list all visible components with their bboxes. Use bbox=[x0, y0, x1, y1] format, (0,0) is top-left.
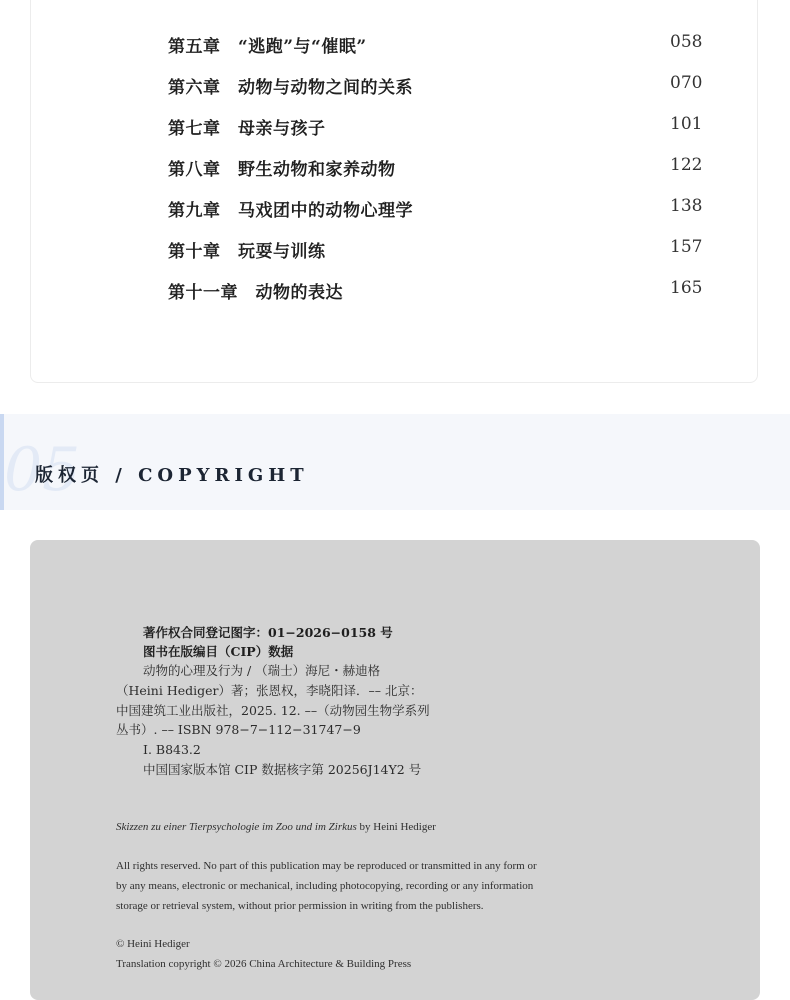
toc-page-number: 138 bbox=[670, 196, 703, 216]
translation-copyright: Translation copyright © 2026 China Architecture & Building Press bbox=[116, 958, 412, 970]
toc-card bbox=[30, 0, 758, 383]
toc-page-number: 058 bbox=[670, 32, 703, 52]
toc-page-number: 101 bbox=[670, 114, 703, 134]
contract-registration-number: 著作权合同登记图字：01−2026−0158 号 bbox=[143, 625, 393, 640]
toc-row[interactable] bbox=[168, 237, 703, 278]
toc-row[interactable] bbox=[168, 196, 703, 237]
toc-chapter-title: 第六章 动物与动物之间的关系 bbox=[168, 78, 413, 98]
cip-line: 动物的心理及行为 / （瑞士）海尼・赫迪格 bbox=[143, 663, 381, 678]
rights-statement-line: All rights reserved. No part of this publication may be reproduced or transmitted in any form or bbox=[116, 860, 537, 872]
copyright-holder: © Heini Hediger bbox=[116, 938, 190, 950]
section-heading: 版权页 / COPYRIGHT bbox=[35, 465, 309, 486]
cip-line: 中国国家版本馆 CIP 数据核字第 20256J14Y2 号 bbox=[143, 762, 422, 777]
toc-chapter-title: 第五章 “逃跑”与“催眠” bbox=[168, 37, 367, 57]
original-title: Skizzen zu einer Tierpsychologie im Zoo und im Zirkus bbox=[116, 821, 357, 833]
cip-line: 中国建筑工业出版社，2025. 12. ––（动物园生物学系列 bbox=[116, 703, 430, 718]
toc-chapter-title: 第十章 玩耍与训练 bbox=[168, 242, 326, 262]
toc-page-number: 165 bbox=[670, 278, 703, 298]
toc-chapter-title: 第九章 马戏团中的动物心理学 bbox=[168, 201, 413, 221]
toc-row[interactable] bbox=[168, 114, 703, 155]
toc-row[interactable] bbox=[168, 32, 703, 73]
toc-page-number: 122 bbox=[670, 155, 703, 175]
toc-row[interactable] bbox=[168, 278, 703, 319]
section-number-watermark: 05 bbox=[4, 435, 81, 505]
toc-page-number: 157 bbox=[670, 237, 703, 257]
toc-chapter-title: 第七章 母亲与孩子 bbox=[168, 119, 326, 139]
toc-row[interactable] bbox=[168, 0, 698, 12]
toc-page-number: 070 bbox=[670, 73, 703, 93]
rights-statement-line: by any means, electronic or mechanical, including photocopying, recording or any information bbox=[116, 880, 534, 892]
cip-line: Ⅰ. B843.2 bbox=[143, 742, 201, 757]
toc-chapter-title: 第八章 野生动物和家养动物 bbox=[168, 160, 396, 180]
rights-statement-line: storage or retrieval system, without prior permission in writing from the publishers. bbox=[116, 900, 484, 912]
cip-heading: 图书在版编目（CIP）数据 bbox=[143, 644, 294, 659]
cip-line: （Heini Hediger）著；张恩权，李晓阳译．–– 北京： bbox=[116, 683, 423, 698]
toc-row[interactable] bbox=[168, 155, 703, 196]
cip-line: 丛书）. –– ISBN 978−7−112−31747−9 bbox=[116, 722, 361, 737]
original-edition-line bbox=[116, 822, 436, 833]
toc-row[interactable] bbox=[168, 73, 703, 114]
toc-chapter-title: 第十一章 动物的表达 bbox=[168, 283, 343, 303]
original-author: by Heini Hediger bbox=[356, 821, 436, 833]
